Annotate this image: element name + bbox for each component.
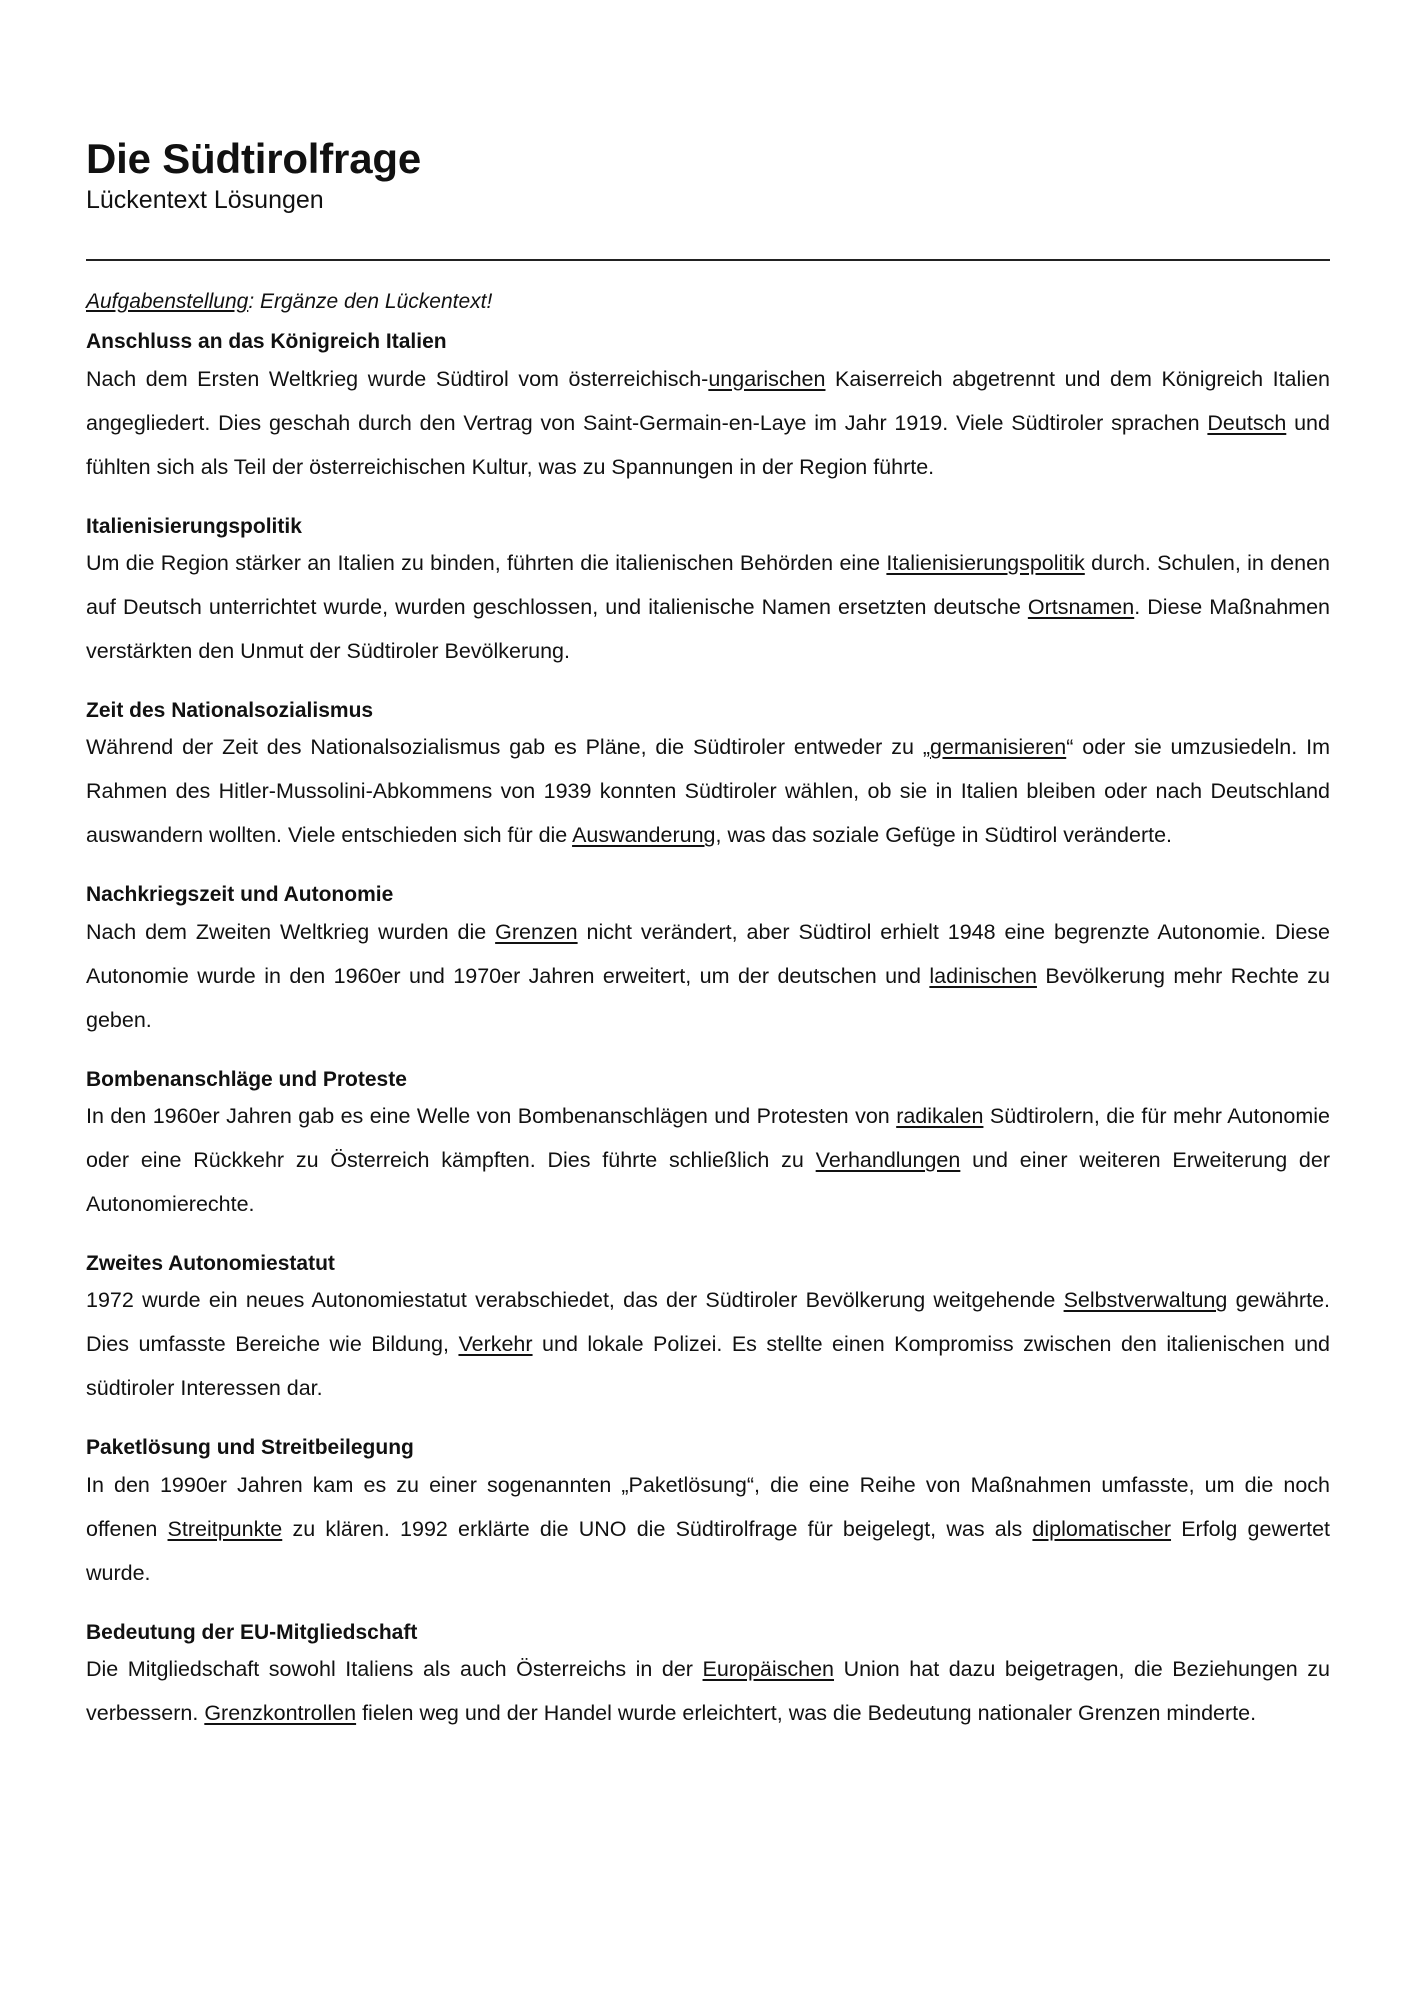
gap-answer: Verkehr xyxy=(458,1332,533,1357)
paragraph-text: und fühlten sich als Teil der österreichischen Kultur, was zu Spannungen in der Region führte. xyxy=(86,410,1330,479)
section xyxy=(86,697,1330,857)
paragraph-text: In den 1990er Jahren kam es zu einer sogenannten „Paketlösung“, die eine Reihe von Maßnahmen umfasste, um die noch offenen xyxy=(86,1472,1330,1541)
section-heading: Bombenanschläge und Proteste xyxy=(86,1067,407,1091)
task-label: Aufgabenstellung xyxy=(86,289,249,313)
gap-answer: ladinischen xyxy=(929,963,1037,988)
paragraph-text: zu klären. 1992 erklärte die UNO die Südtirolfrage für beigelegt, was als xyxy=(282,1516,1033,1541)
section-heading: Bedeutung der EU-Mitgliedschaft xyxy=(86,1620,418,1644)
paragraph-text: Um die Region stärker an Italien zu binden, führten die italienischen Behörden eine xyxy=(86,550,887,575)
section-paragraph xyxy=(86,1647,1330,1735)
paragraph-text: “ oder sie umzusiedeln. Im Rahmen des Hitler-Mussolini-Abkommens von 1939 konnten Südtiroler wählen, ob sie in Italien bleiben oder nach Deutschland auswandern wollten. Viele entschieden sich für die xyxy=(86,735,1330,848)
gap-answer: Auswanderung xyxy=(572,823,716,848)
section xyxy=(86,1066,1330,1226)
paragraph-text: fielen weg und der Handel wurde erleichtert, was die Bedeutung nationaler Grenzen minderte. xyxy=(356,1701,1257,1726)
paragraph-text: nicht verändert, aber Südtirol erhielt 1948 eine begrenzte Autonomie. Diese Autonomie wurde in den 1960er und 1970er Jahren erweitert, um der deutschen und xyxy=(86,919,1330,988)
section xyxy=(86,513,1330,673)
section xyxy=(86,328,1330,488)
page-title: Die Südtirolfrage xyxy=(86,135,421,182)
section-paragraph xyxy=(86,725,1330,857)
gap-answer: Deutsch xyxy=(1207,410,1287,435)
section-paragraph xyxy=(86,357,1330,489)
section-paragraph xyxy=(86,1463,1330,1595)
paragraph-text: durch. Schulen, in denen auf Deutsch unterrichtet wurde, wurden geschlossen, und italienische Namen ersetzten deutsche xyxy=(86,550,1330,619)
paragraph-text: gewährte. Dies umfasste Bereiche wie Bildung, xyxy=(86,1288,1330,1357)
paragraph-text: Nach dem Ersten Weltkrieg wurde Südtirol vom österreichisch- xyxy=(86,366,709,391)
section xyxy=(86,1619,1330,1735)
section-paragraph xyxy=(86,1094,1330,1226)
paragraph-text: Die Mitgliedschaft sowohl Italiens als auch Österreichs in der xyxy=(86,1657,703,1682)
gap-answer: ungarischen xyxy=(708,366,826,391)
page-subtitle: Lückentext Lösungen xyxy=(86,186,324,215)
paragraph-text: Kaiserreich abgetrennt und dem Königreich Italien angegliedert. Dies geschah durch den Vertrag von Saint-Germain-en-Laye im Jahr 1919. Viele Südtiroler sprachen xyxy=(86,366,1330,435)
paragraph-text: In den 1960er Jahren gab es eine Welle von Bombenanschlägen und Protesten von xyxy=(86,1104,897,1128)
paragraph-text: Südtirolern, die für mehr Autonomie oder eine Rückkehr zu Österreich kämpften. Dies führte schließlich zu xyxy=(86,1104,1330,1172)
paragraph-text: Während der Zeit des Nationalsozialismus gab es Pläne, die Südtiroler entweder zu „ xyxy=(86,735,930,760)
section-paragraph xyxy=(86,1278,1330,1410)
sections-container xyxy=(86,328,1330,1735)
gap-answer: radikalen xyxy=(896,1104,984,1128)
gap-answer: Selbstverwaltung xyxy=(1063,1288,1228,1313)
section-heading: Nachkriegszeit und Autonomie xyxy=(86,883,394,907)
gap-answer: Streitpunkte xyxy=(167,1516,283,1541)
paragraph-text: und lokale Polizei. Es stellte einen Kompromiss zwischen den italienischen und südtiroler Interessen dar. xyxy=(86,1332,1330,1401)
gap-answer: Verhandlungen xyxy=(815,1148,961,1172)
section-heading: Paketlösung und Streitbeilegung xyxy=(86,1436,414,1460)
title-divider xyxy=(86,259,1330,261)
paragraph-text: und einer weiteren Erweiterung der Autonomierechte. xyxy=(86,1148,1331,1216)
paragraph-text: . Diese Maßnahmen verstärkten den Unmut der Südtiroler Bevölkerung. xyxy=(86,594,1330,663)
paragraph-text: Union hat dazu beigetragen, die Beziehungen zu verbessern. xyxy=(86,1657,1331,1726)
section xyxy=(86,1250,1330,1410)
section-paragraph xyxy=(86,541,1330,673)
section-heading: Anschluss an das Königreich Italien xyxy=(86,330,447,354)
paragraph-text: , was das soziale Gefüge in Südtirol veränderte. xyxy=(715,823,1173,848)
gap-answer: Ortsnamen xyxy=(1027,594,1135,619)
paragraph-text: Nach dem Zweiten Weltkrieg wurden die xyxy=(86,919,496,944)
section-heading: Italienisierungspolitik xyxy=(86,514,302,538)
gap-answer: Grenzen xyxy=(495,919,578,944)
task-text: : Ergänze den Lückentext! xyxy=(248,289,493,313)
section-heading: Zeit des Nationalsozialismus xyxy=(86,698,374,722)
section xyxy=(86,1434,1330,1594)
paragraph-text: Bevölkerung mehr Rechte zu geben. xyxy=(86,963,1330,1032)
paragraph-text: Erfolg gewertet wurde. xyxy=(86,1516,1331,1585)
gap-answer: diplomatischer xyxy=(1032,1516,1172,1541)
section xyxy=(86,881,1330,1041)
gap-answer: Italienisierungspolitik xyxy=(886,550,1085,575)
gap-answer: Europäischen xyxy=(702,1657,835,1682)
section-paragraph xyxy=(86,910,1330,1042)
gap-answer: germanisieren xyxy=(929,735,1067,760)
section-heading: Zweites Autonomiestatut xyxy=(86,1252,335,1275)
task-instruction xyxy=(86,287,1330,316)
document-page xyxy=(86,134,1330,1735)
gap-answer: Grenzkontrollen xyxy=(204,1701,357,1726)
paragraph-text: 1972 wurde ein neues Autonomiestatut verabschiedet, das der Südtiroler Bevölkerung weitgehende xyxy=(86,1288,1064,1313)
